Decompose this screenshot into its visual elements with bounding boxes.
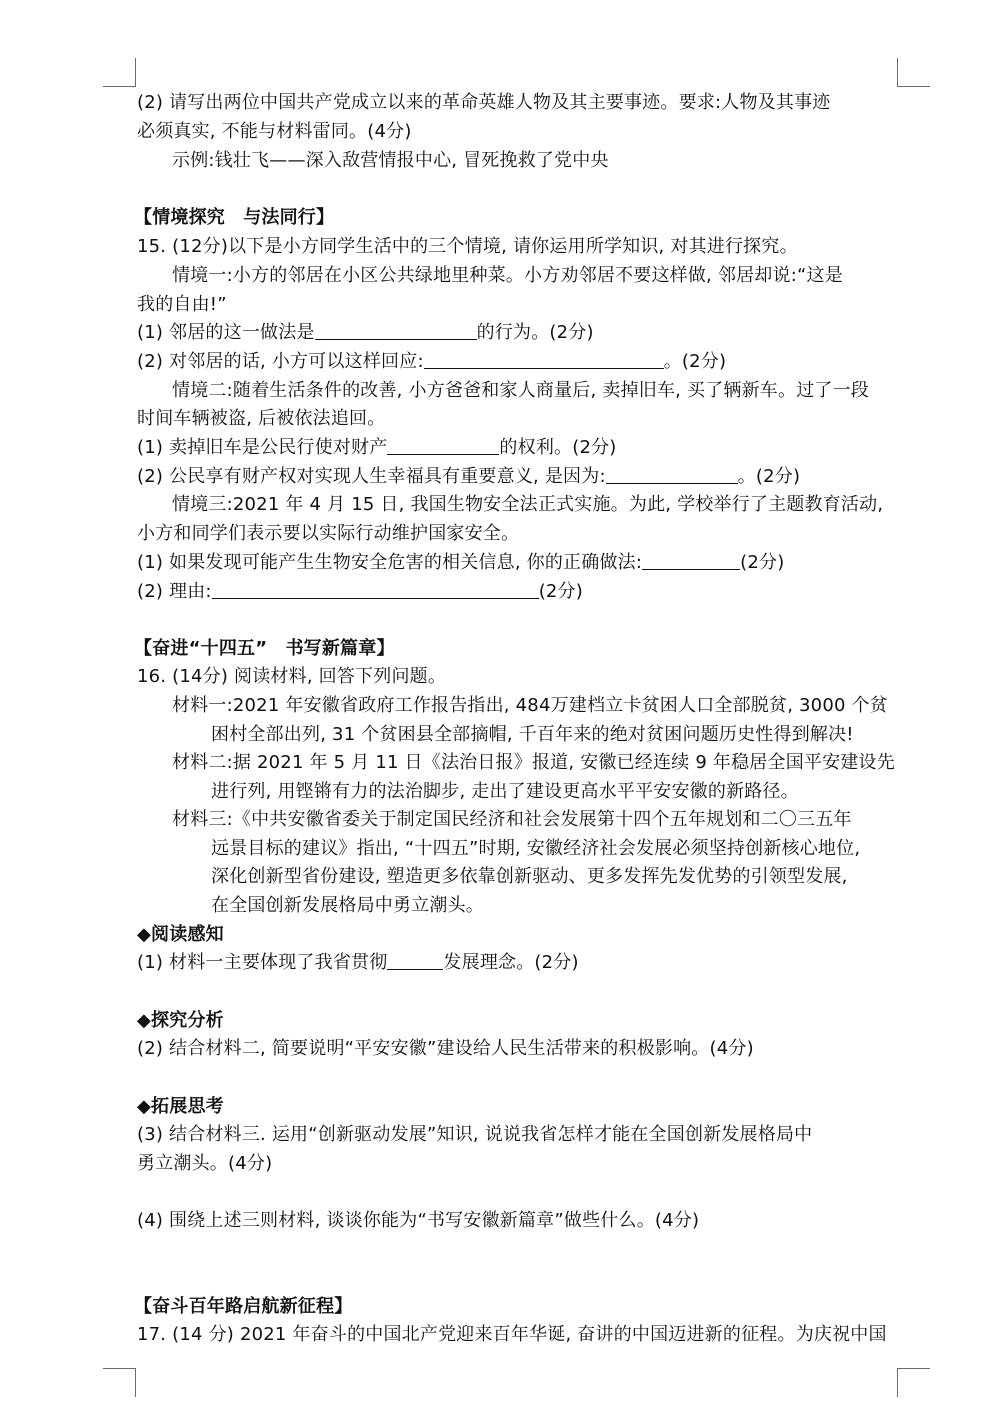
crop-mark-top-left <box>103 58 136 87</box>
q16-question3-cont: 勇立潮头。(4分) <box>137 1153 273 1174</box>
question-text: (2分) <box>538 581 583 602</box>
question-text: 。(2分) <box>663 351 727 372</box>
q16-question2: (2) 结合材料二, 简要说明“平安安徽”建设给人民生活带来的积极影响。(4分) <box>137 1038 754 1059</box>
question-text: 的权利。(2分) <box>499 437 617 458</box>
answer-blank[interactable] <box>606 467 738 484</box>
scenario3-text: 情境三:2021 年 4 月 15 日, 我国生物安全法正式实施。为此, 学校举行了主题教育活动, <box>172 494 884 515</box>
question-text: (1) 如果发现可能产生生物安全危害的相关信息, 你的正确做法: <box>137 552 643 573</box>
answer-blank[interactable] <box>315 323 477 340</box>
scenario1-question1 <box>137 322 594 344</box>
q14-part2-cont: 必须真实, 不能与材料雷同。(4分) <box>137 121 412 142</box>
material3-text-cont1: 远景目标的建议》指出, “十四五”时期, 安徽经济社会发展必须坚持创新核心地位, <box>211 838 861 859</box>
question-text: (1) 卖掉旧车是公民行使对财产 <box>137 437 388 458</box>
material2-text-cont: 进行列, 用铿锵有力的法治脚步, 走出了建设更高水平平安安徽的新路径。 <box>211 781 799 802</box>
scenario2-text: 情境二:随着生活条件的改善, 小方爸爸和家人商量后, 卖掉旧车, 买了辆新车。过了一段 <box>172 380 869 401</box>
answer-blank[interactable] <box>642 553 740 570</box>
material3-text-cont3: 在全国创新发展格局中勇立潮头。 <box>211 895 484 916</box>
question-text: (1) 材料一主要体现了我省贯彻 <box>137 952 388 973</box>
q17-stem: 17. (14 分) 2021 年奋斗的中国北产党迎来百年华诞, 奋讲的中国迈进新的征程。为庆祝中国 <box>137 1324 887 1345</box>
answer-blank[interactable] <box>387 438 499 455</box>
q16-question1 <box>137 952 579 974</box>
material1-text-cont: 困村全部出列, 31 个贫困县全部摘帽, 千百年来的绝对贫困问题历史性得到解决! <box>211 724 854 745</box>
scenario1-text: 情境一:小方的邻居在小区公共绿地里种菜。小方劝邻居不要这样做, 邻居却说:“这是 <box>172 265 843 286</box>
scenario2-text-cont: 时间车辆被盗, 后被依法追回。 <box>137 408 386 429</box>
heading-expand-think: ◆拓展思考 <box>137 1096 224 1117</box>
q16-question4: (4) 围绕上述三则材料, 谈谈你能为“书写安徽新篇章”做些什么。(4分) <box>137 1210 700 1231</box>
question-text: (1) 邻居的这一做法是 <box>137 322 315 343</box>
material3-text-cont2: 深化创新型省份建设, 塑造更多依靠创新驱动、更多发挥先发优势的引领型发展, <box>211 866 848 887</box>
section-title-century: 【奋斗百年路启航新征程】 <box>134 1296 353 1317</box>
scenario2-question1 <box>137 437 617 459</box>
material1-text: 材料一:2021 年安徽省政府工作报告指出, 484万建档立卡贫困人口全部脱贫, 3000 个贫 <box>172 695 888 716</box>
scenario3-question1 <box>137 552 784 574</box>
scenario3-question2 <box>137 581 583 603</box>
section-title-law: 【情境探究 与法同行】 <box>134 207 335 228</box>
crop-mark-bottom-right <box>897 1368 930 1397</box>
section-title-plan: 【奋进“十四五” 书写新篇章】 <box>134 638 395 659</box>
scenario2-question2 <box>137 466 800 488</box>
material3-text: 材料三:《中共安徽省委关于制定国民经济和社会发展第十四个五年规划和二〇三五年 <box>172 809 852 830</box>
question-text: (2) 公民享有财产权对实现人生幸福具有重要意义, 是因为: <box>137 466 606 487</box>
q14-part2: (2) 请写出两位中国共产党成立以来的革命英雄人物及其主要事迹。要求:人物及其事迹 <box>137 92 831 113</box>
question-text: (2) 理由: <box>137 581 212 602</box>
material2-text: 材料二:据 2021 年 5 月 11 日《法治日报》报道, 安徽已经连续 9 年稳居全国平安建设先 <box>172 752 895 773</box>
answer-blank[interactable] <box>212 582 539 599</box>
question-text: 。(2分) <box>737 466 801 487</box>
crop-mark-bottom-left <box>103 1368 136 1397</box>
q14-example: 示例:钱壮飞——深入敌营情报中心, 冒死挽救了党中央 <box>172 150 609 171</box>
scenario1-text-cont: 我的自由!” <box>137 294 227 315</box>
scenario1-question2 <box>137 351 726 373</box>
q16-stem: 16. (14分) 阅读材料, 回答下列问题。 <box>137 666 447 687</box>
crop-mark-top-right <box>897 58 930 87</box>
heading-explore-analyze: ◆探究分析 <box>137 1010 224 1031</box>
q16-question3: (3) 结合材料三. 运用“创新驱动发展”知识, 说说我省怎样才能在全国创新发展格局中 <box>137 1124 813 1145</box>
question-text: (2分) <box>740 552 785 573</box>
question-text: (2) 对邻居的话, 小方可以这样回应: <box>137 351 424 372</box>
answer-blank[interactable] <box>424 352 664 369</box>
q15-stem: 15. (12分)以下是小方同学生活中的三个情境, 请你运用所学知识, 对其进行探究。 <box>137 236 798 257</box>
answer-blank[interactable] <box>387 953 443 970</box>
heading-read-perceive: ◆阅读感知 <box>137 924 224 945</box>
scenario3-text-cont: 小方和同学们表示要以实际行动维护国家安全。 <box>137 523 520 544</box>
question-text: 发展理念。(2分) <box>443 952 579 973</box>
question-text: 的行为。(2分) <box>476 322 594 343</box>
